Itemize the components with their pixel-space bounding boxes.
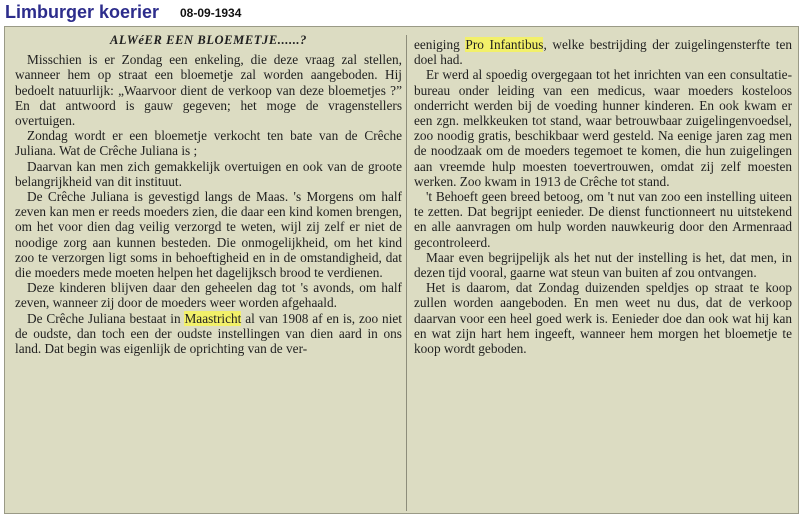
column-divider	[406, 35, 407, 511]
article-paragraph: Er werd al spoedig overgegaan tot het inrichten van een consultatie-bureau onder leiding van een medicus, waar moeders kosteloos onderricht werden bij de voeding hunner kinderen. En ook kwam er een zgn. melkkeuken tot stand, waar betrouwbaar zuigelingenvoedsel, zoo noodig gratis, beschikbaar werd gesteld. Na eenige jaren zag men de noodzaak om de moeders tegemoet te komen, die hun zuigelingen aan vreemde hulp moesten toevertrouwen, omdat zij zelf moesten werken. Zoo kwam in 1913 de Crêche tot stand.	[414, 67, 792, 189]
highlighted-term: Maastricht	[184, 310, 242, 326]
article-paragraph: Maar even begrijpelijk als het nut der instelling is het, dat men, in dezen tijd vooral, gaarne wat steun van buiten af zou ontvangen.	[414, 249, 792, 281]
publication-date: 08-09-1934	[180, 6, 242, 20]
article-paragraph: Daarvan kan men zich gemakkelijk overtuigen en ook van de groote belangrijkheid van dit instituut.	[15, 158, 402, 189]
article-paragraph: De Crêche Juliana is gevestigd langs de Maas. 's Morgens om half zeven kan men er reeds moeders zien, die daar een kind komen brengen, om het voor dien dag veilig verzorgd te weten, wijl zij zelf er niet de noodige zorg aan kunnen besteden. Die onmogelijkheid, om het kind zoo te verzorgen ligt soms in behoeftigheid en in de omstandigheid, dat die moeders mede moeten helpen het dagelijksch brood te verdienen.	[15, 189, 402, 281]
article-paragraph: Zondag wordt er een bloemetje verkocht ten bate van de Crêche Juliana. Wat de Crêche Juliana is ;	[15, 128, 402, 159]
highlighted-term: Pro Infantibus	[465, 37, 544, 52]
page-header	[0, 0, 800, 26]
article-headline: ALWéER EEN BLOEMETJE......?	[109, 33, 307, 47]
article-paragraph: Deze kinderen blijven daar den geheelen dag tot 's avonds, om half zeven, wanneer zij door de moeders weer worden afgehaald.	[15, 280, 402, 311]
article-column-left	[15, 33, 402, 356]
article-column-right	[414, 37, 792, 356]
text-span: al van 1908 af en is, zoo niet de oudste, dan toch een der oudste instellingen van dien aard in ons land. Dat begin was eigenlijk de oprichting van de ver-	[15, 310, 402, 357]
article-paragraph: Het is daarom, dat Zondag duizenden speldjes op straat te koop zullen worden aangeboden. En men weet nu dus, dat de verkoop daarvan voor een heel goed werk is. Eenieder doe dan ook wat hij kan en wat zijn hart hem ingeeft, wanneer hem morgen het bloemetje te koop wordt geboden.	[414, 280, 792, 357]
article-paragraph: Misschien is er Zondag een enkeling, die deze vraag zal stellen, wanneer hem op straat een bloemetje zal worden aangeboden. Hij bedoelt natuurlijk: „Waarvoor dient de verkoop van deze bloemetjes ?” En dat antwoord is gauw gegeven; het moge de vragenstellers overtuigen.	[15, 52, 402, 129]
article-paragraph	[15, 311, 402, 357]
article-paragraph: 't Behoeft geen breed betoog, om 't nut van zoo een instelling uiteen te zetten. Dat begrijpt eenieder. De dienst functionneert nu uitstekend en alle aanvragen om hulp worden nauwkeurig door den Armenraad gecontroleerd.	[414, 189, 792, 250]
text-span: , welke bestrijding der zuigelingensterfte ten doel had.	[414, 37, 792, 68]
text-span: eeniging	[414, 37, 466, 52]
newspaper-name: Limburger koerier	[5, 2, 160, 22]
newspaper-clipping	[4, 26, 799, 514]
text-span: De Crêche Juliana bestaat in	[27, 310, 185, 326]
article-paragraph	[414, 37, 792, 67]
